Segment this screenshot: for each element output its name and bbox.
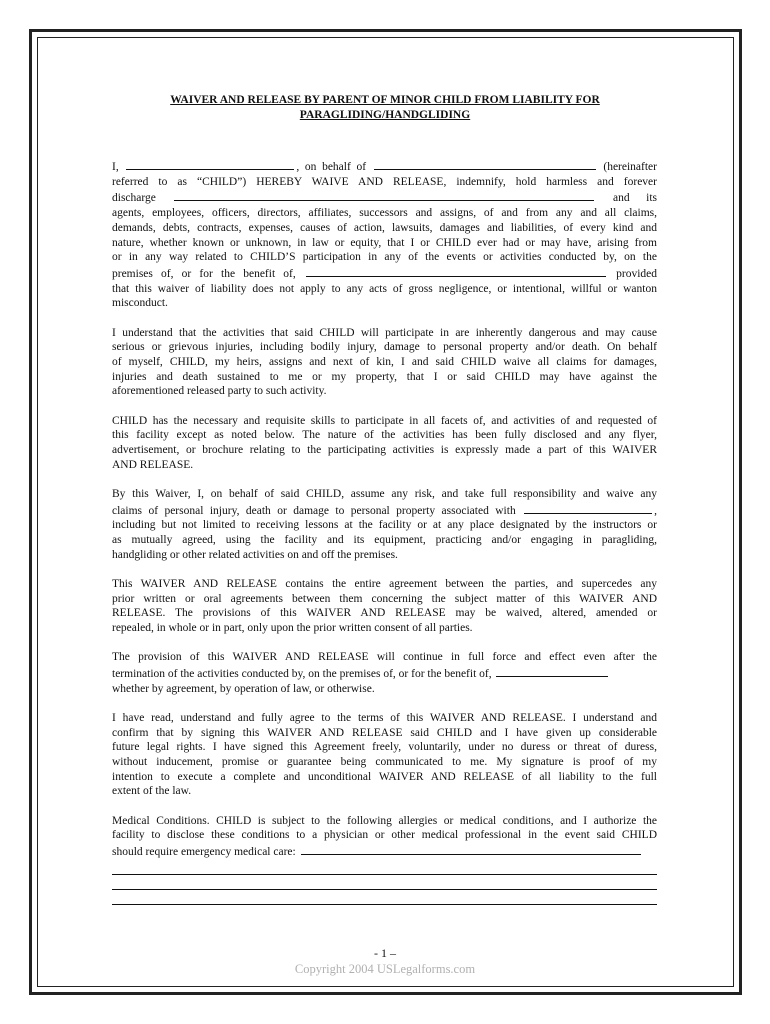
text-line: AND RELEASE. [112,458,194,471]
name-blank[interactable] [126,158,294,170]
text-line: advertisement, or brochure relating to the participating activities is expressly made a part of this WAIVER [112,443,657,456]
text-line: facility to disclose these conditions to a physician or other medical professional in the event said CHILD [112,829,657,842]
text-line: The provision of this WAIVER AND RELEASE will continue in full force and effect even after the [112,651,657,664]
medical-conditions-line[interactable] [112,890,657,905]
text-line: aforementioned released party to such activity. [112,385,327,398]
page-number: - 1 – [374,946,396,960]
child-name-blank[interactable] [374,158,596,170]
text-line: premises of, or for the benefit of, provided [112,265,657,282]
text-line: Medical Conditions. CHILD is subject to the following allergies or medical conditions, and I authorize the [112,814,657,827]
paragraph-entire-agreement [112,577,657,636]
text-line: future legal rights. I have signed this Agreement freely, voluntarily, under no duress or threat of duress, [112,741,657,754]
text-line: agents, employees, officers, directors, affiliates, successors and assigns, of and from any and all claims, [112,207,657,220]
text-line: By this Waiver, I, on behalf of said CHILD, assume any risk, and take full responsibility and waive any [112,487,657,500]
medical-conditions-line[interactable] [112,875,657,890]
text-line: CHILD has the necessary and requisite skills to participate in all facets of, and activities of and requested of [112,414,657,427]
text-line: I understand that the activities that said CHILD will participate in are inherently dangerous and may cause [112,326,657,339]
paragraph-risk [112,487,657,563]
text-line: handgliding or other related activities on and off the premises. [112,548,398,561]
text-line: misconduct. [112,297,168,310]
text-line: injuries and death sustained to me or my property, that I or said CHILD may have against the [112,370,657,383]
text-line: termination of the activities conducted by, on the premises of, or for the benefit of, [112,665,657,682]
text-line: without inducement, promise or guarantee being communicated to me. My signature is proof of my [112,755,657,768]
text-line: intention to execute a complete and unconditional WAIVER AND RELEASE of all liability to the full [112,770,657,783]
text-line: that this waiver of liability does not apply to any acts of gross negligence, or intentional, willful or wanton [112,282,657,295]
paragraph-continuation [112,650,657,696]
text-line: prior written or oral agreements between them concerning the subject matter of this WAIVER AND [112,592,657,605]
paragraph-skills [112,414,657,473]
text-line: serious or grievous injuries, including bodily injury, damage to personal property and/or death. On behalf [112,341,657,354]
title-line-1: WAIVER AND RELEASE BY PARENT OF MINOR CHILD FROM LIABILITY FOR [170,94,600,106]
released-party-blank[interactable] [174,189,594,201]
text-line: I have read, understand and fully agree to the terms of this WAIVER AND RELEASE. I understand and [112,711,657,724]
text-line: I, , on behalf of (hereinafter [112,158,657,175]
termination-party-blank[interactable] [496,665,608,677]
text-line: nature, whether known or unknown, in law or equity, that I or CHILD ever had or may have, arising from [112,236,657,249]
paragraph-waiver [112,158,657,311]
text-line: or in any way related to CHILD’S participation in any of the events or activities conducted by, on the [112,251,657,264]
activity-blank[interactable] [524,502,652,514]
text-line: including but not limited to receiving lessons at the facility or at any place designated by the instructors or [112,519,657,532]
text-line: of myself, CHILD, my heirs, assigns and next of kin, I and said CHILD waive all claims for damages, [112,355,657,368]
paragraph-medical [112,814,657,905]
text-line: whether by agreement, by operation of law, or otherwise. [112,682,375,695]
title-line-2: PARAGLIDING/HANDGLIDING [299,109,471,121]
text-line: should require emergency medical care: [112,843,657,860]
document-body [112,158,657,919]
medical-conditions-line[interactable] [112,860,657,875]
text-line: This WAIVER AND RELEASE contains the entire agreement between the parties, and supercedes any [112,577,657,590]
copyright-watermark: Copyright 2004 USLegalforms.com [294,962,476,976]
document-title [60,93,710,123]
text-line: referred to as “CHILD”) HEREBY WAIVE AND RELEASE, indemnify, hold harmless and forever [112,175,657,188]
paragraph-understanding [112,326,657,400]
text-line: repealed, in whole or in part, only upon the prior written consent of all parties. [112,621,473,634]
text-line: RELEASE. The provisions of this WAIVER AND RELEASE may be waived, altered, amended or [112,607,657,620]
paragraph-acknowledgement [112,711,657,799]
medical-conditions-blank[interactable] [301,843,641,855]
text-line: claims of personal injury, death or damage to personal property associated with , [112,502,657,519]
text-line: as mutually agreed, using the facility and its equipment, practicing and/or engaging in paragliding, [112,533,657,546]
text-line: discharge and its [112,189,657,206]
text-line: demands, debts, contracts, expenses, causes of action, lawsuits, damages and liabilities, of every kind and [112,221,657,234]
text-line: confirm that by signing this WAIVER AND RELEASE said CHILD and I have given up considerable [112,726,657,739]
benefit-party-blank[interactable] [306,265,606,277]
text-line: extent of the law. [112,785,192,798]
text-line: this facility except as noted below. The nature of the activities has been fully disclosed and any flyer, [112,429,657,442]
